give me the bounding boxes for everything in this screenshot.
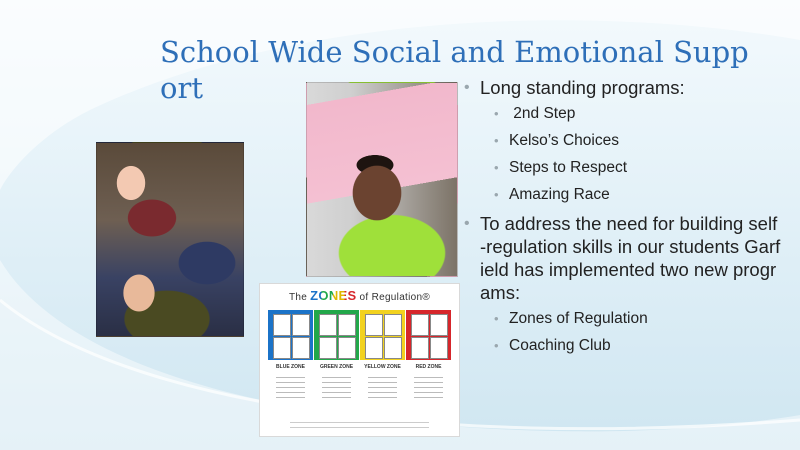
face-icon (338, 337, 356, 359)
face-icon (430, 337, 448, 359)
face-icon (430, 314, 448, 336)
zone-red-label: RED ZONE (415, 364, 442, 370)
face-icon (273, 337, 291, 359)
zone-yellow-feelings (360, 374, 405, 402)
zone-green-feelings (314, 374, 359, 402)
bullet-list (462, 76, 782, 363)
face-icon (384, 314, 402, 336)
bullet-long-standing-programs: • Long standing programs: (462, 76, 782, 99)
program-item: • Amazing Race (462, 185, 782, 205)
face-icon (384, 337, 402, 359)
program-item: • Steps to Respect (462, 158, 782, 178)
face-icon (365, 337, 383, 359)
program-item: • Zones of Regulation (462, 309, 782, 329)
face-icon (319, 314, 337, 336)
classroom-photo-teacher-and-child (96, 142, 244, 337)
zone-yellow-label: YELLOW ZONE (364, 364, 401, 370)
face-icon (273, 314, 291, 336)
zones-of-regulation-chart (259, 283, 460, 437)
face-icon (365, 314, 383, 336)
zone-blue-feelings (268, 374, 313, 402)
face-icon (292, 337, 310, 359)
slide-title: School Wide Social and Emotional Support (160, 35, 749, 105)
zone-blue-label: BLUE ZONE (276, 364, 305, 370)
zone-yellow-panel (360, 310, 405, 360)
program-item: • Coaching Club (462, 336, 782, 356)
face-icon (338, 314, 356, 336)
student-holding-drawing-photo (306, 82, 458, 277)
zone-green-label: GREEN ZONE (319, 364, 354, 370)
zone-red-feelings (406, 374, 451, 402)
program-item: • Kelso’s Choices (462, 131, 782, 151)
face-icon (319, 337, 337, 359)
face-icon (411, 337, 429, 359)
program-item: • 2nd Step (462, 104, 782, 124)
zone-blue-panel (268, 310, 313, 360)
zones-footer-line (290, 422, 429, 423)
bullet-new-programs: • To address the need for building self-regulation skills in our students Garfield has implemented two new programs: (462, 212, 782, 304)
zones-footer-line (290, 427, 429, 428)
face-icon (292, 314, 310, 336)
face-icon (411, 314, 429, 336)
zones-title-word: ZONES (310, 288, 357, 303)
zone-green-panel (314, 310, 359, 360)
zone-red-panel (406, 310, 451, 360)
zones-chart-title: The ZONES of Regulation® (288, 288, 431, 303)
